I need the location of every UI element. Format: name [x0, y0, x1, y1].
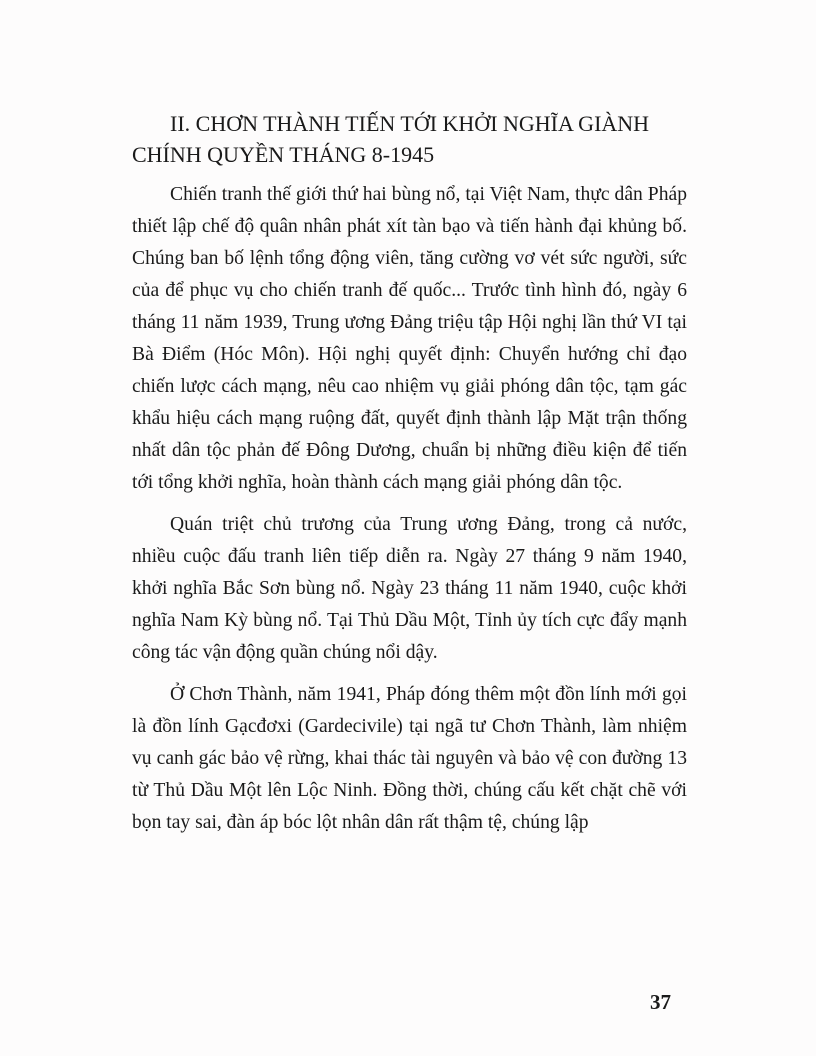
- paragraph-2: Quán triệt chủ trương của Trung ương Đảng, trong cả nước, nhiều cuộc đấu tranh liên tiếp diễn ra. Ngày 27 tháng 9 năm 1940, khởi nghĩa Bắc Sơn bùng nổ. Ngày 23 tháng 11 năm 1940, cuộc khởi nghĩa Nam Kỳ bùng nổ. Tại Thủ Dầu Một, Tỉnh ủy tích cực đẩy mạnh công tác vận động quần chúng nổi dậy.: [132, 514, 687, 663]
- page-footer: [132, 958, 687, 1016]
- paragraph-1: Chiến tranh thế giới thứ hai bùng nổ, tại Việt Nam, thực dân Pháp thiết lập chế độ quân nhân phát xít tàn bạo và tiến hành đại khủng bố. Chúng ban bố lệnh tổng động viên, tăng cường vơ vét sức người, sức của để phục vụ cho chiến tranh đế quốc... Trước tình hình đó, ngày 6 tháng 11 năm 1939, Trung ương Đảng triệu tập Hội nghị lần thứ VI tại Bà Điểm (Hóc Môn). Hội nghị quyết định: Chuyển hướng chỉ đạo chiến lược cách mạng, nêu cao nhiệm vụ giải phóng dân tộc, tạm gác khẩu hiệu cách mạng ruộng đất, quyết định thành lập Mặt trận thống nhất dân tộc phản đế Đông Dương, chuẩn bị những điều kiện để tiến tới tổng khởi nghĩa, hoàn thành cách mạng giải phóng dân tộc.: [132, 184, 687, 493]
- section-heading: II. CHƠN THÀNH TIẾN TỚI KHỞI NGHĨA GIÀNH CHÍNH QUYỀN THÁNG 8-1945: [132, 111, 650, 167]
- page-body: [132, 108, 687, 849]
- paragraph-3: Ở Chơn Thành, năm 1941, Pháp đóng thêm một đồn lính mới gọi là đồn lính Gạcđơxi (Gardecivile) tại ngã tư Chơn Thành, làm nhiệm vụ canh gác bảo vệ rừng, khai thác tài nguyên và bảo vệ con đường 13 từ Thủ Dầu Một lên Lộc Ninh. Đồng thời, chúng cấu kết chặt chẽ với bọn tay sai, đàn áp bóc lột nhân dân rất thậm tệ, chúng lập: [132, 684, 687, 833]
- page-number: 37: [650, 990, 671, 1014]
